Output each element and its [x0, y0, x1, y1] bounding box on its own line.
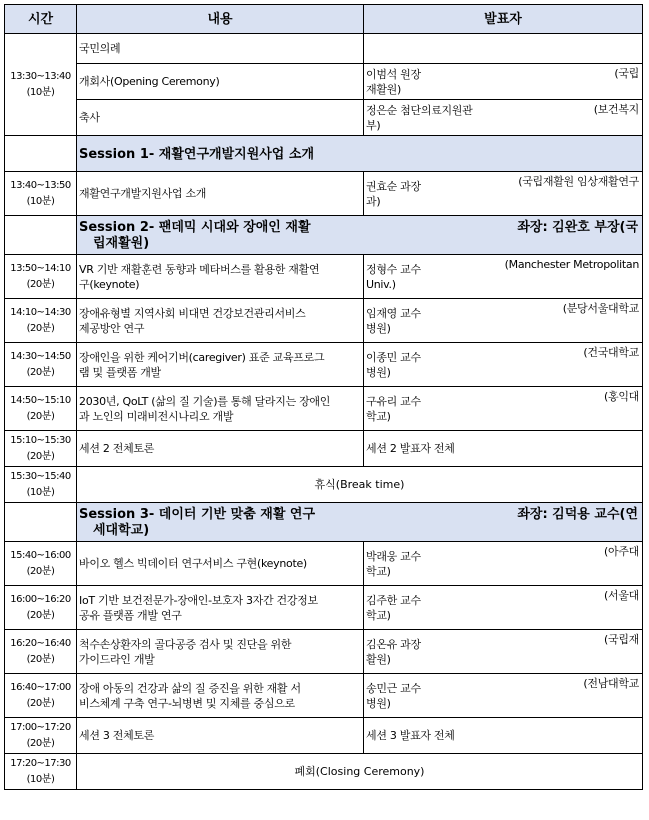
presenter-cell: 박래웅 교수 (아주대 학교) [364, 542, 643, 586]
session-title: Session 1- 재활연구개발지원사업 소개 [77, 136, 643, 172]
presenter-cell: 이범석 원장 (국립 재활원) [364, 64, 643, 100]
presenter-cell: 이종민 교수 (건국대학교 병원) [364, 343, 643, 387]
content-cell: VR 기반 재활훈련 동향과 메타버스를 활용한 재활연 구(keynote) [77, 255, 364, 299]
table-row [5, 255, 643, 299]
presenter-cell: 세션 3 발표자 전체 [364, 718, 643, 754]
table-row [5, 586, 643, 630]
content-cell: 바이오 헬스 빅데이터 연구서비스 구현(keynote) [77, 542, 364, 586]
time-cell: 13:30~13:40 (10분) [5, 34, 77, 136]
content-cell: 장애 아동의 건강과 삶의 질 증진을 위한 재활 서 비스체계 구축 연구-뇌병변 및 지체를 중심으로 [77, 674, 364, 718]
content-cell: IoT 기반 보건전문가-장애인-보호자 3자간 건강정보 공유 플랫폼 개발 연구 [77, 586, 364, 630]
table-row [5, 343, 643, 387]
presenter-cell: 임재영 교수 (분당서울대학교 병원) [364, 299, 643, 343]
presenter-cell: 권효순 과장 (국립재활원 임상재활연구 과) [364, 172, 643, 216]
time-cell: 16:00~16:20 (20분) [5, 586, 77, 630]
session-header-row [5, 216, 643, 255]
presenter-cell: 정은순 첨단의료지원관 (보건복지 부) [364, 100, 643, 136]
content-cell: 국민의례 [77, 34, 364, 64]
table-row [5, 431, 643, 467]
content-cell: 세션 2 전체토론 [77, 431, 364, 467]
table-row [5, 387, 643, 431]
presenter-cell: 정형수 교수 (Manchester Metropolitan Univ.) [364, 255, 643, 299]
content-cell: 2030년, QoLT (삶의 질 기술)를 통해 달라지는 장애인 과 노인의 미래비전시나리오 개발 [77, 387, 364, 431]
time-cell: 14:50~15:10 (20분) [5, 387, 77, 431]
header-content: 내용 [77, 5, 364, 34]
presenter-cell: 송민근 교수 (전남대학교 병원) [364, 674, 643, 718]
content-cell: 개회사(Opening Ceremony) [77, 64, 364, 100]
session-chair: 좌장: 김덕용 교수(연 [517, 507, 638, 522]
presenter-cell: 김주한 교수 (서울대 학교) [364, 586, 643, 630]
session-header-row [5, 503, 643, 542]
table-row [5, 718, 643, 754]
presenter-cell: 구유리 교수 (홍익대 학교) [364, 387, 643, 431]
table-row [5, 34, 643, 64]
content-cell: 장애유형별 지역사회 비대면 건강보건관리서비스 제공방안 연구 [77, 299, 364, 343]
presenter-cell [364, 34, 643, 64]
time-cell: 16:40~17:00 (20분) [5, 674, 77, 718]
content-cell: 장애인을 위한 케어기버(caregiver) 표준 교육프로그 램 및 플랫폼 개발 [77, 343, 364, 387]
time-cell: 13:50~14:10 (20분) [5, 255, 77, 299]
content-cell: 척수손상환자의 골다공증 검사 및 진단을 위한 가이드라인 개발 [77, 630, 364, 674]
time-cell: 15:10~15:30 (20분) [5, 431, 77, 467]
table-row [5, 64, 643, 100]
time-cell: 15:30~15:40 (10분) [5, 467, 77, 503]
header-presenter: 발표자 [364, 5, 643, 34]
session-title: Session 2- 팬데믹 시대와 장애인 재활 좌장: 김완호 부장(국 립재활원) [77, 216, 643, 255]
table-row [5, 100, 643, 136]
session-title: Session 3- 데이터 기반 맞춤 재활 연구 좌장: 김덕용 교수(연 세대학교) [77, 503, 643, 542]
break-cell: 휴식(Break time) [77, 467, 643, 503]
closing-cell: 폐회(Closing Ceremony) [77, 754, 643, 790]
content-cell: 재활연구개발지원사업 소개 [77, 172, 364, 216]
presenter-cell: 세션 2 발표자 전체 [364, 431, 643, 467]
time-cell: 14:30~14:50 (20분) [5, 343, 77, 387]
table-row [5, 754, 643, 790]
time-cell: 17:00~17:20 (20분) [5, 718, 77, 754]
time-cell: 15:40~16:00 (20분) [5, 542, 77, 586]
program-table [4, 4, 643, 790]
header-time: 시간 [5, 5, 77, 34]
presenter-cell: 김온유 과장 (국립재 활원) [364, 630, 643, 674]
time-cell: 14:10~14:30 (20분) [5, 299, 77, 343]
time-cell: 16:20~16:40 (20분) [5, 630, 77, 674]
session-header-row [5, 136, 643, 172]
table-row [5, 172, 643, 216]
table-row [5, 542, 643, 586]
session-chair: 좌장: 김완호 부장(국 [517, 220, 638, 235]
table-row [5, 630, 643, 674]
table-row [5, 467, 643, 503]
time-cell: 17:20~17:30 (10분) [5, 754, 77, 790]
content-cell: 세션 3 전체토론 [77, 718, 364, 754]
content-cell: 축사 [77, 100, 364, 136]
header-row [5, 5, 643, 34]
table-row [5, 299, 643, 343]
time-cell: 13:40~13:50 (10분) [5, 172, 77, 216]
table-row [5, 674, 643, 718]
